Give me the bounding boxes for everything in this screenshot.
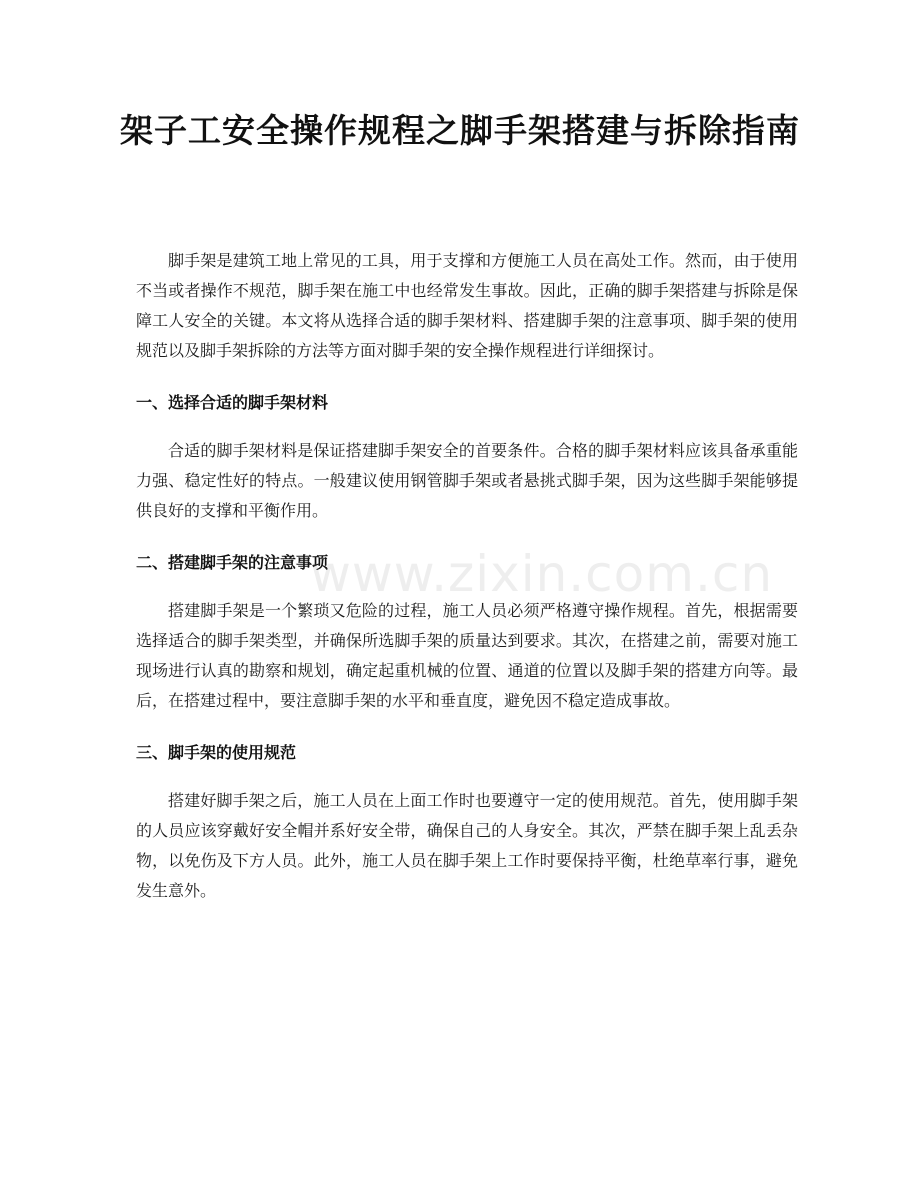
- watermark: www.zixin.com.cn: [310, 545, 774, 603]
- section-body-2: 搭建脚手架是一个繁琐又危险的过程，施工人员必须严格遵守操作规程。首先，根据需要选择适合的脚手架类型，并确保所选脚手架的质量达到要求。其次，在搭建之前，需要对施工现场进行认真的勘察和规划，确定起重机械的位置、通道的位置以及脚手架的搭建方向等。最后，在搭建过程中，要注意脚手架的水平和垂直度，避免因不稳定造成事故。: [136, 601, 798, 710]
- document-body: [136, 246, 798, 906]
- section-heading-3: 三、脚手架的使用规范: [136, 743, 297, 762]
- intro-paragraph: 脚手架是建筑工地上常见的工具，用于支撑和方便施工人员在高处工作。然而，由于使用不当或者操作不规范，脚手架在施工中也经常发生事故。因此，正确的脚手架搭建与拆除是保障工人安全的关键。本文将从选择合适的脚手架材料、搭建脚手架的注意事项、脚手架的使用规范以及脚手架拆除的方法等方面对脚手架的安全操作规程进行详细探讨。: [136, 251, 798, 360]
- section-heading-1: 一、选择合适的脚手架材料: [136, 393, 329, 412]
- section-heading-2: 二、搭建脚手架的注意事项: [136, 553, 329, 572]
- section-body-3: 搭建好脚手架之后，施工人员在上面工作时也要遵守一定的使用规范。首先，使用脚手架的人员应该穿戴好安全帽并系好安全带，确保自己的人身安全。其次，严禁在脚手架上乱丢杂物，以免伤及下方人员。此外，施工人员在脚手架上工作时要保持平衡，杜绝草率行事，避免发生意外。: [136, 791, 798, 900]
- section-body-1: 合适的脚手架材料是保证搭建脚手架安全的首要条件。合格的脚手架材料应该具备承重能力强、稳定性好的特点。一般建议使用钢管脚手架或者悬挑式脚手架，因为这些脚手架能够提供良好的支撑和平衡作用。: [136, 441, 798, 520]
- document-title: 架子工安全操作规程之脚手架搭建与拆除指南: [120, 111, 800, 150]
